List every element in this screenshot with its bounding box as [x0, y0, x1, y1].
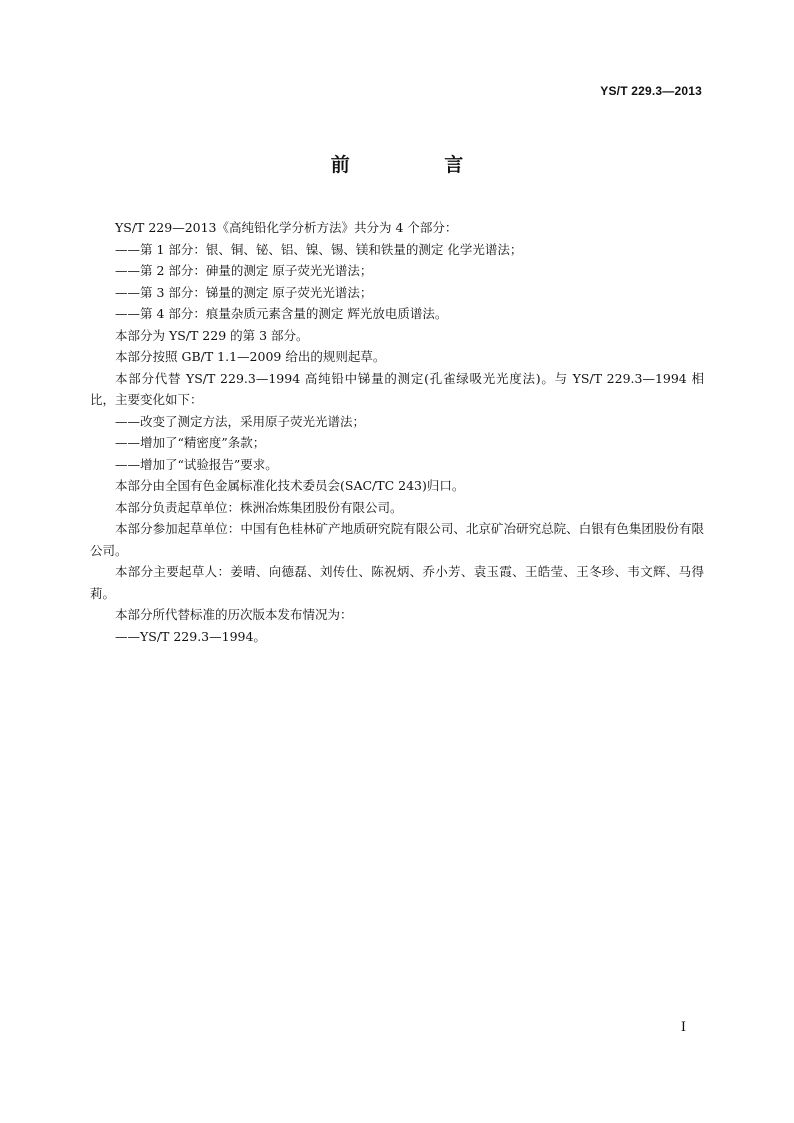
foreword-body — [90, 217, 704, 647]
paragraph: ——第 3 部分：锑量的测定 原子荧光光谱法； — [115, 284, 373, 300]
paragraph: ——增加了“试验报告”要求。 — [115, 456, 278, 472]
paragraph: 本部分主要起草人：姜晴、向德磊、刘传仕、陈祝炳、乔小芳、袁玉霞、王皓莹、王冬珍、韦文辉、马得莉。 — [90, 564, 704, 601]
paragraph: ——增加了“精密度”条款； — [115, 435, 266, 450]
paragraph: 本部分负责起草单位：株洲冶炼集团股份有限公司。 — [115, 499, 403, 515]
page-title: 前 言 — [330, 154, 508, 176]
standard-code: YS/T 229.3—2013 — [600, 84, 702, 98]
paragraph: 本部分由全国有色金属标准化技术委员会(SAC/TC 243)归口。 — [115, 478, 465, 493]
paragraph: 本部分参加起草单位：中国有色桂林矿产地质研究院有限公司、北京矿冶研究总院、白银有色集团股份有限公司。 — [90, 521, 704, 558]
paragraph: ——第 4 部分：痕量杂质元素含量的测定 辉光放电质谱法。 — [115, 306, 448, 321]
paragraph: 本部分按照 GB/T 1.1—2009 给出的规则起草。 — [115, 349, 386, 364]
paragraph: 本部分代替 YS/T 229.3—1994 高纯铅中锑量的测定(孔雀绿吸光光度法)。与 YS/T 229.3—1994 相比，主要变化如下： — [90, 370, 704, 407]
paragraph: 本部分所代替标准的历次版本发布情况为： — [115, 607, 353, 622]
page-number: I — [680, 1020, 686, 1035]
paragraph: 本部分为 YS/T 229 的第 3 部分。 — [115, 327, 309, 343]
paragraph: ——YS/T 229.3—1994。 — [115, 628, 266, 644]
paragraph: ——第 1 部分：银、铜、铋、铝、镍、锡、镁和铁量的测定 化学光谱法； — [115, 241, 523, 257]
paragraph: YS/T 229—2013《高纯铅化学分析方法》共分为 4 个部分： — [115, 220, 458, 235]
paragraph: ——第 2 部分：砷量的测定 原子荧光光谱法； — [115, 263, 373, 278]
paragraph: ——改变了测定方法，采用原子荧光光谱法； — [115, 413, 366, 429]
